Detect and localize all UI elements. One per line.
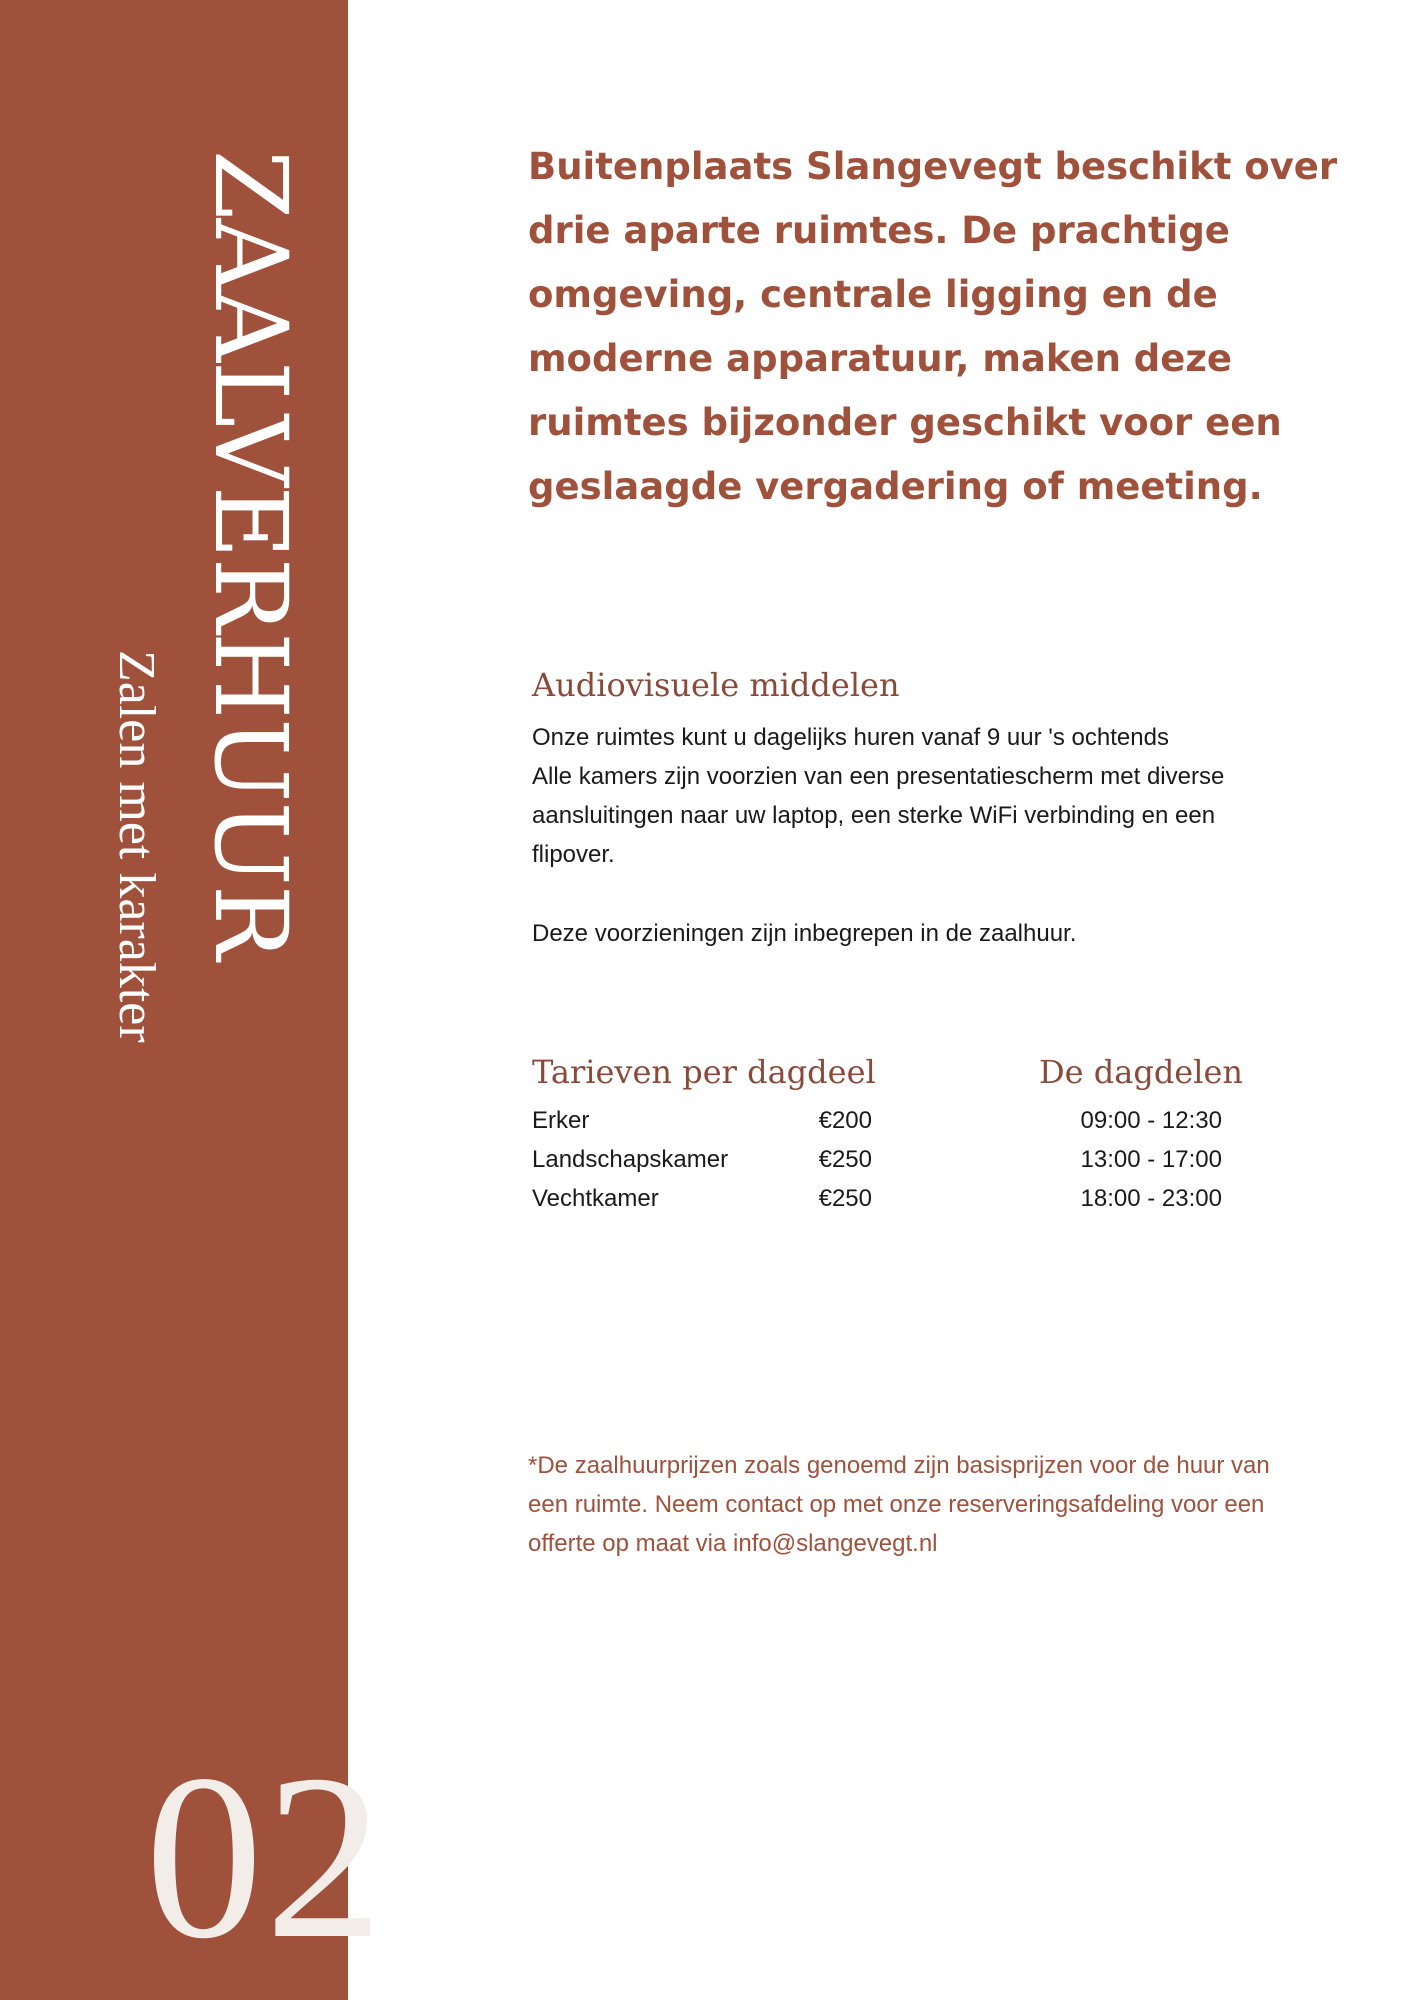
rate-room: Erker [532,1107,590,1134]
daypart-evening: 18:00 - 23:00 [1080,1185,1222,1212]
rate-price: €250 [818,1185,872,1212]
rates-table [532,1101,872,1218]
dayparts-list [1028,1101,1222,1218]
vertical-subtitle: Zalen met karakter [108,650,165,1043]
daypart-morning: 09:00 - 12:30 [1080,1107,1222,1134]
dayparts-heading: De dagdelen [1039,1053,1244,1091]
rate-room: Landschapskamer [532,1146,729,1173]
audiovisual-body [532,718,1292,874]
audiovisual-note: Deze voorzieningen zijn inbegrepen in de zaalhuur. [532,920,1077,947]
audiovisual-heading: Audiovisuele middelen [532,666,900,704]
sidebar-band [0,0,385,2000]
rate-price: €200 [818,1107,872,1134]
vertical-title: ZAALVERHUUR [192,150,309,960]
audiovisual-line-1: Onze ruimtes kunt u dagelijks huren vanaf 9 uur 's ochtends [532,724,1169,751]
daypart-afternoon: 13:00 - 17:00 [1080,1146,1222,1173]
rate-row-erker [532,1101,872,1140]
intro-paragraph: Buitenplaats Slangevegt beschikt over drie aparte ruimtes. De prachtige omgeving, centrale ligging en de moderne apparatuur, maken deze ruimtes bijzonder geschikt voor een geslaagde vergadering of meeting. [528,145,1338,508]
footnote: *De zaalhuurprijzen zoals genoemd zijn basisprijzen voor de huur van een ruimte. Neem contact op met onze reserveringsafdeling voor een offerte op maat via info@slangevegt.nl [528,1452,1270,1557]
rate-room: Vechtkamer [532,1185,659,1212]
rates-heading: Tarieven per dagdeel [532,1053,876,1091]
rate-row-landschapskamer [532,1140,872,1179]
rate-row-vechtkamer [532,1179,872,1218]
rate-price: €250 [818,1146,872,1173]
audiovisual-line-2: Alle kamers zijn voorzien van een presentatiescherm met diverse aansluitingen naar uw laptop, een sterke WiFi verbinding en een flipover. [532,763,1225,868]
page-number: 02 [145,1727,385,1988]
